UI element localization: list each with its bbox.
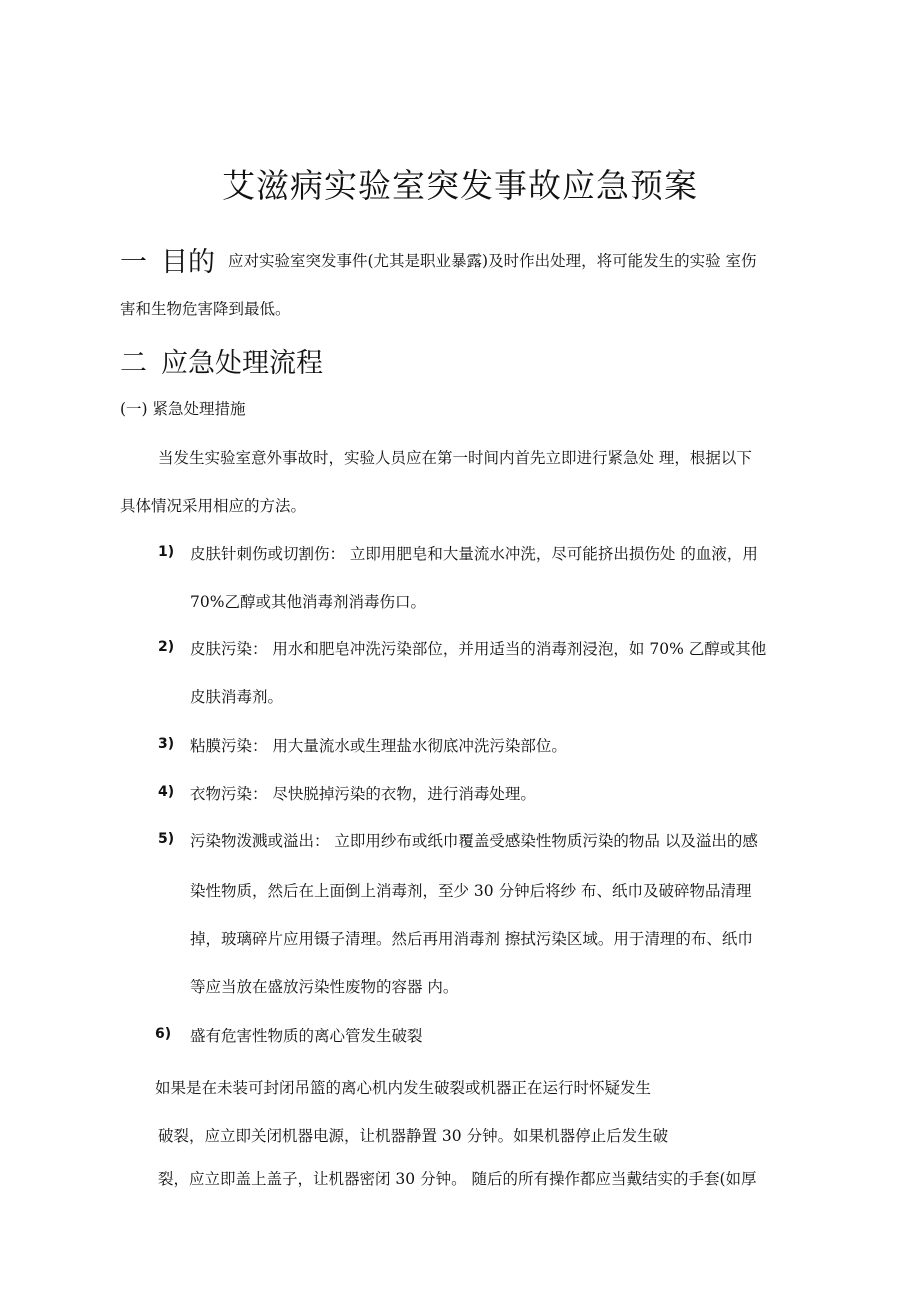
paragraph-line: 裂，应立即盖上盖子，让机器密闭 30 分钟。 随后的所有操作都应当戴结实的手套(如厚 <box>158 1170 757 1188</box>
list-item-line: 皮肤消毒剂。 <box>190 688 284 706</box>
list-item-line: 盛有危害性物质的离心管发生破裂 <box>190 1027 423 1045</box>
list-item-line: 粘膜污染： 用大量流水或生理盐水彻底冲洗污染部位。 <box>190 737 567 755</box>
intro-line-2: 具体情况采用相应的方法。 <box>120 497 307 515</box>
list-item-line: 污染物泼溅或溢出： 立即用纱布或纸巾覆盖受感染性物质污染的物品 以及溢出的感 <box>190 832 758 850</box>
list-item-line: 掉，玻璃碎片应用镊子清理。然后再用消毒剂 擦拭污染区域。用于清理的布、纸巾 <box>190 930 753 948</box>
section-1-text-line-1: 应对实验室突发事件(尤其是职业暴露)及时作出处理，将可能发生的实验 室伤 <box>228 252 757 270</box>
list-item-number: 4) <box>158 784 175 800</box>
document-title: 艾滋病实验室突发事故应急预案 <box>222 166 698 205</box>
intro-line-1: 当发生实验室意外事故时，实验人员应在第一时间内首先立即进行紧急处 理，根据以下 <box>158 449 752 467</box>
list-item-number: 1) <box>158 544 175 560</box>
section-2-heading: 应急处理流程 <box>161 348 323 379</box>
list-item-line: 70%乙醇或其他消毒剂消毒伤口。 <box>190 593 426 611</box>
sub-heading: (一) 紧急处理措施 <box>120 400 246 418</box>
list-item-number: 6) <box>155 1026 172 1042</box>
list-item-line: 等应当放在盛放污染性废物的容器 内。 <box>190 978 459 996</box>
list-item-line: 皮肤污染： 用水和肥皂冲洗污染部位，并用适当的消毒剂浸泡，如 70% 乙醇或其他 <box>190 640 767 658</box>
section-1-number: 一 <box>120 247 147 278</box>
paragraph-line: 破裂，应立即关闭机器电源，让机器静置 30 分钟。如果机器停止后发生破 <box>158 1127 669 1145</box>
list-item-number: 5) <box>158 831 175 847</box>
list-item-line: 皮肤针刺伤或切割伤： 立即用肥皂和大量流水冲洗，尽可能挤出损伤处 的血液，用 <box>190 545 758 563</box>
section-2-number: 二 <box>120 348 147 379</box>
section-1-text-line-2: 害和生物危害降到最低。 <box>120 300 291 318</box>
list-item-line: 染性物质，然后在上面倒上消毒剂，至少 30 分钟后将纱 布、纸巾及破碎物品清理 <box>190 882 752 900</box>
list-item-line: 衣物污染： 尽快脱掉污染的衣物，进行消毒处理。 <box>190 785 536 803</box>
section-1-heading: 目的 <box>161 247 215 278</box>
list-item-number: 3) <box>158 736 175 752</box>
paragraph-line: 如果是在未装可封闭吊篮的离心机内发生破裂或机器正在运行时怀疑发生 <box>155 1079 652 1097</box>
list-item-number: 2) <box>158 639 175 655</box>
